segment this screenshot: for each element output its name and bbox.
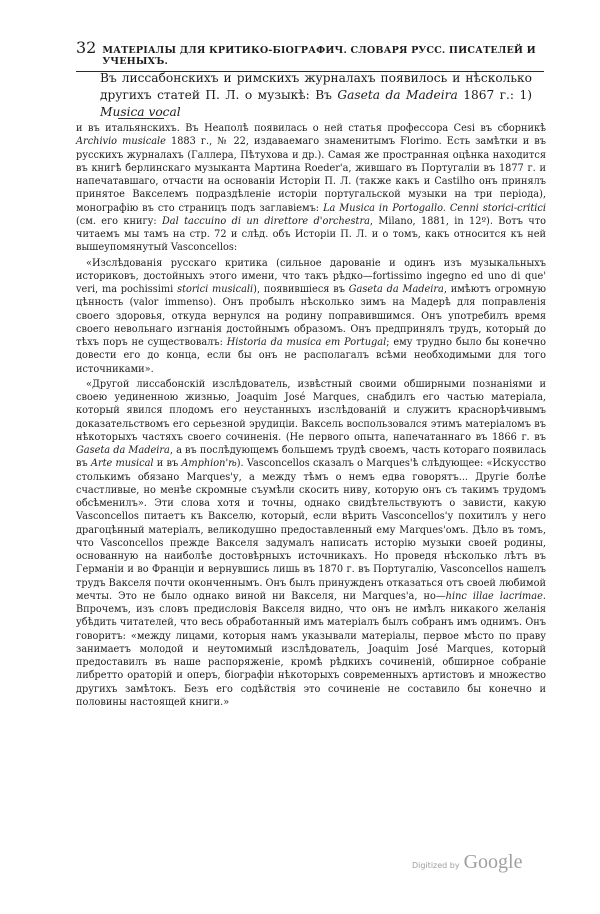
text-run: , а въ послѣдующемъ большемъ трудѣ своемъ, часть котораго появилась въ bbox=[76, 445, 546, 470]
italic-run: Archivio musicale bbox=[76, 136, 166, 148]
intro-text: 1867 г.: 1) bbox=[457, 88, 532, 102]
italic-run: storici musicali bbox=[177, 284, 254, 295]
text-run: , имѣютъ огромную цѣнность (valor immenso). Онъ пробылъ нѣсколько зимъ на Мадерѣ для поправленія своего здоровья, откуда вернулся на родину поправившимся. Онъ употребилъ время своего невольнаго изгнанія достойнымъ образомъ. Онъ предпринялъ трудъ, который до тѣхъ поръ не существовалъ: bbox=[76, 284, 547, 348]
digitized-label: Digitized by bbox=[412, 861, 460, 870]
text-run: ; ему трудно было бы конечно довести его до конца, если бы онъ не располагалъ всѣми необходимыми для того источниками». bbox=[76, 337, 546, 375]
footnote-paragraph bbox=[76, 122, 546, 255]
text-run: ), появившіеся въ bbox=[253, 284, 349, 295]
quote-paragraph bbox=[76, 257, 546, 376]
text-run: и въ bbox=[153, 458, 182, 470]
text-run: . Впрочемъ, изъ словъ предисловія Вакселя видно, что онъ не имѣлъ никакого желанія убѣдить читателей, что весь обработанный имъ матеріалъ былъ собранъ имъ однимъ. Онъ говоритъ: «между лицами, которыя намъ указывали матеріалы, первое мѣсто по праву занимаетъ молодой и неутомимый изслѣдователь, Joaquim José Marques, который предоставилъ въ наше распоряженіе, кромѣ рѣдкихъ сочиненій, обширное собраніе либретто ораторій и оперъ, біографіи нѣкоторыхъ современныхъ артистовъ и множество другихъ замѣтокъ. Безъ его содѣйствія это сочиненіе не составило бы конечно и половины настоящей книги.» bbox=[76, 590, 546, 708]
page-header bbox=[76, 38, 544, 72]
italic-run: La Musica in Portogallo. Cenni storici-critici bbox=[323, 202, 546, 214]
text-run: , Milano, 1881, in 12º). Вотъ что читаемъ мы тамъ на стр. 72 и слѣд. объ Исторіи П. Л. и о томъ, какъ относится къ ней вышеупомянутый Vasconcellos: bbox=[76, 215, 546, 254]
footnote-body bbox=[76, 122, 546, 711]
footnote-rule bbox=[118, 118, 164, 119]
italic-run: Dal taccuino di un direttore d'orchestra bbox=[161, 215, 370, 227]
google-logo: Google bbox=[463, 851, 523, 873]
text-run: (см. его книгу: bbox=[76, 215, 162, 227]
italic-run: Arte musical bbox=[90, 458, 154, 470]
italic-run: Amphion'ѣ bbox=[181, 458, 237, 470]
italic-run: Gaseta da Madeira bbox=[348, 284, 444, 295]
text-run: 1883 г., № 22, издаваемаго знаменитымъ Florimo. Есть замѣтки и въ русскихъ журналахъ (Галлера, Пѣтухова и др.). Самая же пространная оцѣнка находится въ книгѣ берлинскаго музыканта Мартина Roeder'а, жившаго въ Португаліи въ 1877 г. и напечатавшаго, отчасти на основаніи Исторіи П. Л. (также какъ и Castilho онъ принялъ принятое Вакселемъ подраздѣленіе исторіи португальской музыки на три періода), монографію въ сто страницъ подъ заглавіемъ: bbox=[76, 136, 547, 214]
running-title: МАТЕРІАЛЫ ДЛЯ КРИТИКО-БІОГРАФИЧ. СЛОВАРЯ РУСС. ПИСАТЕЛЕЙ И УЧЕНЫХЪ. bbox=[102, 45, 536, 67]
text-run: ). Vasconcellos сказалъ о Marques'ѣ слѣдующее: «Искусство столькимъ обязано Marques'у, а между тѣмъ о немъ едва говорятъ... Другіе болѣе счастливые, но менѣе скромные съумѣли скосить ниву, которую онъ съ такимъ трудомъ обсѣменилъ». Эти слова хотя и точны, однако свидѣтельствуютъ о зависти, какую Vasconcellos питаетъ къ Вакселю, который, если вѣрить Vasconcellos'у похитилъ у него драгоцѣнный матеріалъ, великодушно предоставленный ему Marques'омъ. Дѣло въ томъ, что Vasconcellos прежде Вакселя задумалъ написать исторію музыки своей родины, основанную на наиболѣе достовѣрныхъ источникахъ. Но проведя нѣсколько лѣтъ въ Германіи и во Франціи и вернувшись лишь въ 1870 г. въ Португалію, Vasconcellos нашелъ трудъ Вакселя почти оконченнымъ. Онъ былъ принужденъ отказаться отъ своей любимой мечты. Это не было однако виной ни Вакселя, ни Marques'a, но— bbox=[76, 458, 546, 602]
page-number: 32 bbox=[76, 38, 97, 57]
italic-run: Gaseta da Madeira bbox=[76, 445, 170, 456]
intro-italic: Gaseta da Madeira bbox=[337, 88, 458, 102]
text-run: «Другой лиссабонскій изслѣдователь, извѣстный своими обширными познаніями и своею уединенною жизнью, Joaquim José Marques, снабдилъ его частью матеріала, который явился плодомъ его неустанныхъ изслѣдованій и служитъ краснорѣчивымъ доказательствомъ его серьезной эрудиціи. Ваксель воспользовался этимъ матеріаломъ въ нѣкоторыхъ частяхъ своего сочиненія. (Не первого опыта, напечатаннаго въ 1866 г. въ bbox=[76, 378, 546, 443]
text-run: и въ итальянскихъ. Въ Неаполѣ появилась о ней статья профессора Cesi въ сборникѣ bbox=[76, 123, 546, 134]
intro-paragraph bbox=[100, 70, 532, 121]
italic-run: Historia da musica em Portugal bbox=[226, 337, 387, 348]
text-run: «Изслѣдованія русскаго критика (сильное дарованіе и одинъ изъ музыкальныхъ историковъ, достойныхъ этого имени, что такъ рѣдко—fortissimo ingegno ed uno di que' veri, ma pochissimi bbox=[76, 257, 546, 295]
intro-text: Въ лиссабонскихъ и римскихъ журналахъ появилось и нѣсколько другихъ статей П. Л. о музыкѣ: Въ bbox=[100, 71, 532, 102]
italic-run: hinc illae lacrimae bbox=[445, 590, 543, 602]
intro-italic: Musica vocal bbox=[100, 105, 181, 119]
quote-paragraph bbox=[76, 378, 546, 709]
digitized-watermark bbox=[412, 851, 523, 874]
